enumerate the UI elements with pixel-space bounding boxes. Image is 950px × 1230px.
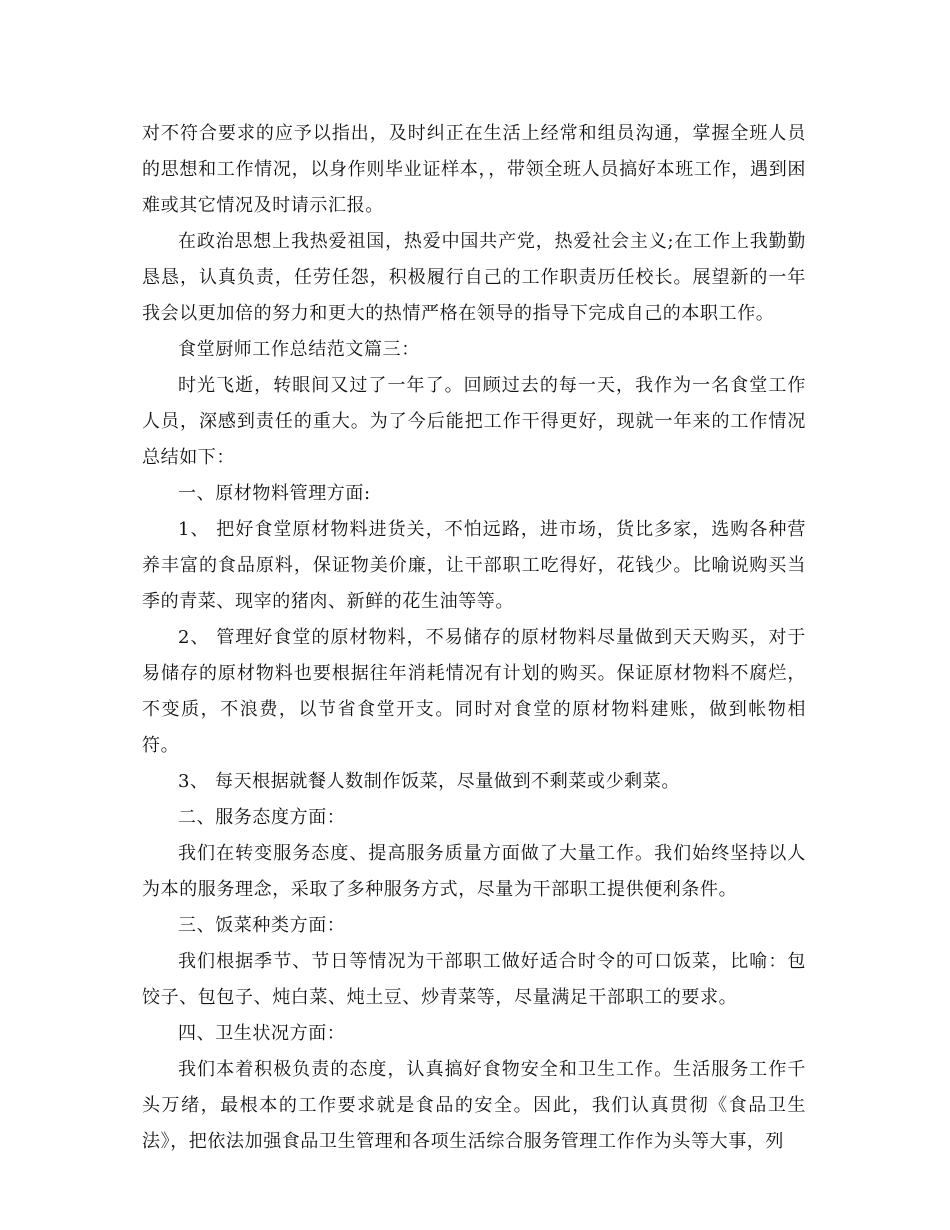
document-body — [142, 116, 806, 1160]
heading-hygiene: 四、卫生状况方面： — [178, 1023, 346, 1044]
list-item-3: 3、 每天根据就餐人数制作饭菜，尽量做到不剩菜或少剩菜。 — [178, 771, 680, 792]
heading-materials-management: 一、原材物料管理方面: — [178, 483, 371, 504]
paragraph-continuation-1: 对不符合要求的应予以指出，及时纠正在生活上经常和组员沟通，掌握全班人员的思想和工作情况，以身作则毕业证样本，，带领全班人员搞好本班工作，遇到困难或其它情况及时请示汇报。 — [142, 123, 806, 216]
paragraph-service-attitude: 我们在转变服务态度、提高服务质量方面做了大量工作。我们始终坚持以人为本的服务理念，采取了多种服务方式，尽量为干部职工提供便利条件。 — [142, 843, 806, 900]
paragraph-intro: 时光飞逝，转眼间又过了一年了。回顾过去的每一天，我作为一名食堂工作人员，深感到责任的重大。为了今后能把工作干得更好，现就一年来的工作情况总结如下： — [142, 375, 806, 468]
heading-service-attitude: 二、服务态度方面： — [178, 807, 346, 828]
paragraph-political-work: 在政治思想上我热爱祖国，热爱中国共产党，热爱社会主义;在工作上我勤勤恳恳，认真负责，任劳任怨，积极履行自己的工作职责历任校长。展望新的一年我会以更加倍的努力和更大的热情严格在领导的指导下完成自己的本职工作。 — [142, 231, 806, 324]
heading-dish-variety: 三、饭菜种类方面： — [178, 915, 346, 936]
section-title: 食堂厨师工作总结范文篇三： — [178, 339, 420, 360]
paragraph-dish-variety: 我们根据季节、节日等情况为干部职工做好适合时令的可口饭菜，比喻：包饺子、包包子、炖白菜、炖土豆、炒青菜等，尽量满足干部职工的要求。 — [142, 951, 806, 1008]
list-item-1: 1、 把好食堂原材物料进货关，不怕远路，进市场，货比多家，选购各种营养丰富的食品原料，保证物美价廉，让干部职工吃得好，花钱少。比喻说购买当季的青菜、现宰的猪肉、新鲜的花生油等等。 — [142, 519, 806, 612]
list-item-2: 2、 管理好食堂的原材物料，不易储存的原材物料尽量做到天天购买，对于易储存的原材物料也要根据往年消耗情况有计划的购买。保证原材物料不腐烂，不变质，不浪费，以节省食堂开支。同时对食堂的原材物料建账，做到帐物相符。 — [142, 627, 806, 756]
paragraph-hygiene: 我们本着积极负责的态度，认真搞好食物安全和卫生工作。生活服务工作千头万绪，最根本的工作要求就是食品的安全。因此，我们认真贯彻《食品卫生法》，把依法加强食品卫生管理和各项生活综合服务管理工作作为头等大事，列 — [142, 1059, 806, 1152]
